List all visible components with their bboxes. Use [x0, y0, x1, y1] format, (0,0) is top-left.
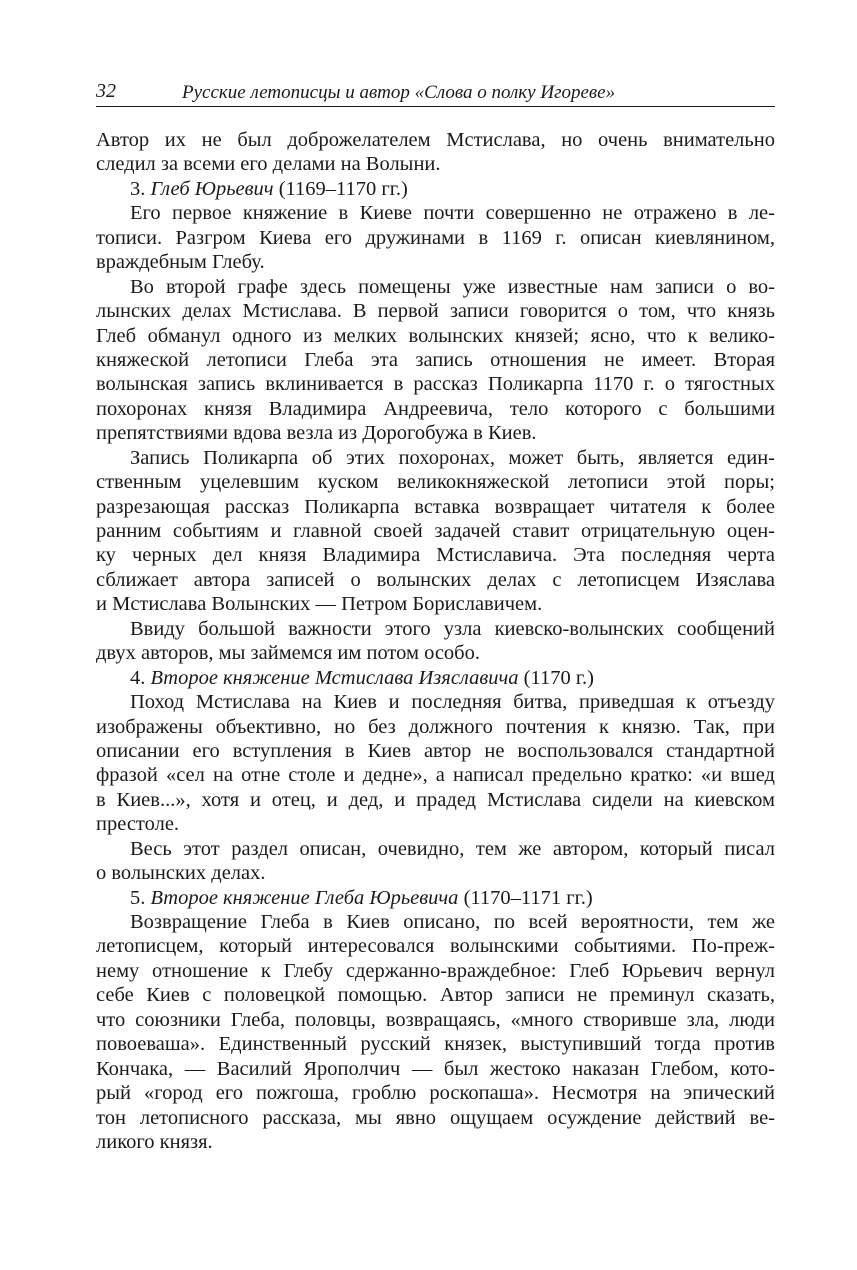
text-line: Глеб обманул одного из мелких волынских князей; ясно, что к велико- — [96, 324, 775, 347]
text-line: княжеской летописи Глеба эта запись отношения не имеет. Вторая — [96, 348, 775, 371]
text-line: описании его вступления в Киев автор не воспользовался стандартной — [96, 739, 775, 762]
section-title: Второе княжение Глеба Юрьевича — [150, 886, 459, 909]
text-line: Поход Мстислава на Киев и последняя битва, приведшая к отъезду — [130, 691, 775, 714]
text-line: Возвращение Глеба в Киев описано, по всей вероятности, тем же — [130, 911, 775, 933]
text-line: Во второй графе здесь помещены уже известные нам записи о во- — [130, 275, 775, 298]
text-line: следил за всеми его делами на Волыни. — [96, 153, 441, 176]
section-title: Глеб Юрьевич — [150, 177, 274, 200]
text-line: ликого князя. — [96, 1130, 213, 1153]
text-line: двух авторов, мы займемся им потом особо. — [96, 642, 480, 665]
section-heading: 4. Второе княжение Мстислава Изяславича (1170 г.) — [130, 666, 594, 689]
page-number: 32 — [96, 80, 116, 102]
text-line: изображены объективно, но без должного почтения к князю. Так, при — [96, 715, 775, 738]
text-line: повоеваша». Единственный русский князек, выступивший тогда против — [96, 1033, 775, 1056]
text-line: ку черных дел князя Владимира Мстиславича. Эта последняя черта — [96, 544, 775, 567]
text-line: Весь этот раздел описан, очевидно, тем же автором, который писал — [130, 837, 775, 860]
text-line: разрезающая рассказ Поликарпа вставка возвращает читателя к более — [96, 495, 775, 518]
text-line: Ввиду большой важности этого узла киевско-волынских сообщений — [130, 617, 775, 640]
text-line: тон летописного рассказа, мы явно ощущаем осуждение действий ве- — [96, 1106, 775, 1129]
section-title: Второе княжение Мстислава Изяславича — [150, 666, 519, 689]
text-line: что союзники Глеба, половцы, возвращаясь, «много створивше зла, люди — [96, 1008, 775, 1031]
text-line: Запись Поликарпа об этих похоронах, может быть, является един- — [130, 446, 775, 469]
text-line: в Киев...», хотя и отец, и дед, и прадед Мстислава сидели на киевском — [96, 788, 775, 811]
text-line: престоле. — [96, 813, 180, 836]
text-line: Автор их не был доброжелателем Мстислава, но очень внимательно — [96, 129, 775, 151]
text-line: препятствиями вдова везла из Дорогобужа в Киев. — [96, 422, 537, 445]
text-line: враждебным Глебу. — [96, 251, 265, 274]
text-line: Его первое княжение в Киеве почти совершенно не отражено в ле- — [130, 202, 775, 225]
text-line: тописи. Разгром Киева его дружинами в 1169 г. описан киевлянином, — [96, 226, 775, 249]
text-line: волынская запись вклинивается в рассказ Поликарпа 1170 г. о тягостных — [96, 373, 775, 396]
text-line: сближает автора записей о волынских делах с летописцем Изяслава — [96, 568, 775, 591]
text-line: лынских делах Мстислава. В первой записи говорится о том, что князь — [96, 300, 775, 323]
section-heading: 3. Глеб Юрьевич (1169–1170 гг.) — [130, 177, 408, 200]
text-line: и Мстислава Волынских — Петром Бориславичем. — [96, 593, 543, 616]
text-line: ранним событиям и главной своей задачей ставит отрицательную оцен- — [96, 520, 775, 542]
body-text — [96, 128, 775, 1154]
text-line: о волынских делах. — [96, 862, 266, 885]
text-line: ственным уцелевшим куском великокняжеской летописи этой поры; — [96, 471, 775, 494]
running-header — [96, 78, 775, 107]
text-line: себе Киев с половецкой помощью. Автор записи не преминул сказать, — [96, 984, 775, 1007]
section-heading: 5. Второе княжение Глеба Юрьевича (1170–1171 гг.) — [130, 886, 593, 909]
text-line: нему отношение к Глебу сдержанно-враждебное: Глеб Юрьевич вернул — [96, 959, 775, 982]
text-line: Кончака, — Василий Ярополчич — был жестоко наказан Глебом, кото- — [96, 1057, 775, 1080]
text-line: фразой «сел на отне столе и дедне», а написал предельно кратко: «и вшед — [96, 764, 775, 787]
running-title: Русские летописцы и автор «Слова о полку Игореве» — [182, 82, 616, 103]
text-line: похоронах князя Владимира Андреевича, тело которого с большими — [96, 397, 775, 420]
text-line: рый «город его пожгоша, гроблю роскопаша». Несмотря на эпический — [96, 1082, 775, 1105]
text-line: летописцем, который интересовался волынскими событиями. По-преж- — [96, 935, 775, 958]
